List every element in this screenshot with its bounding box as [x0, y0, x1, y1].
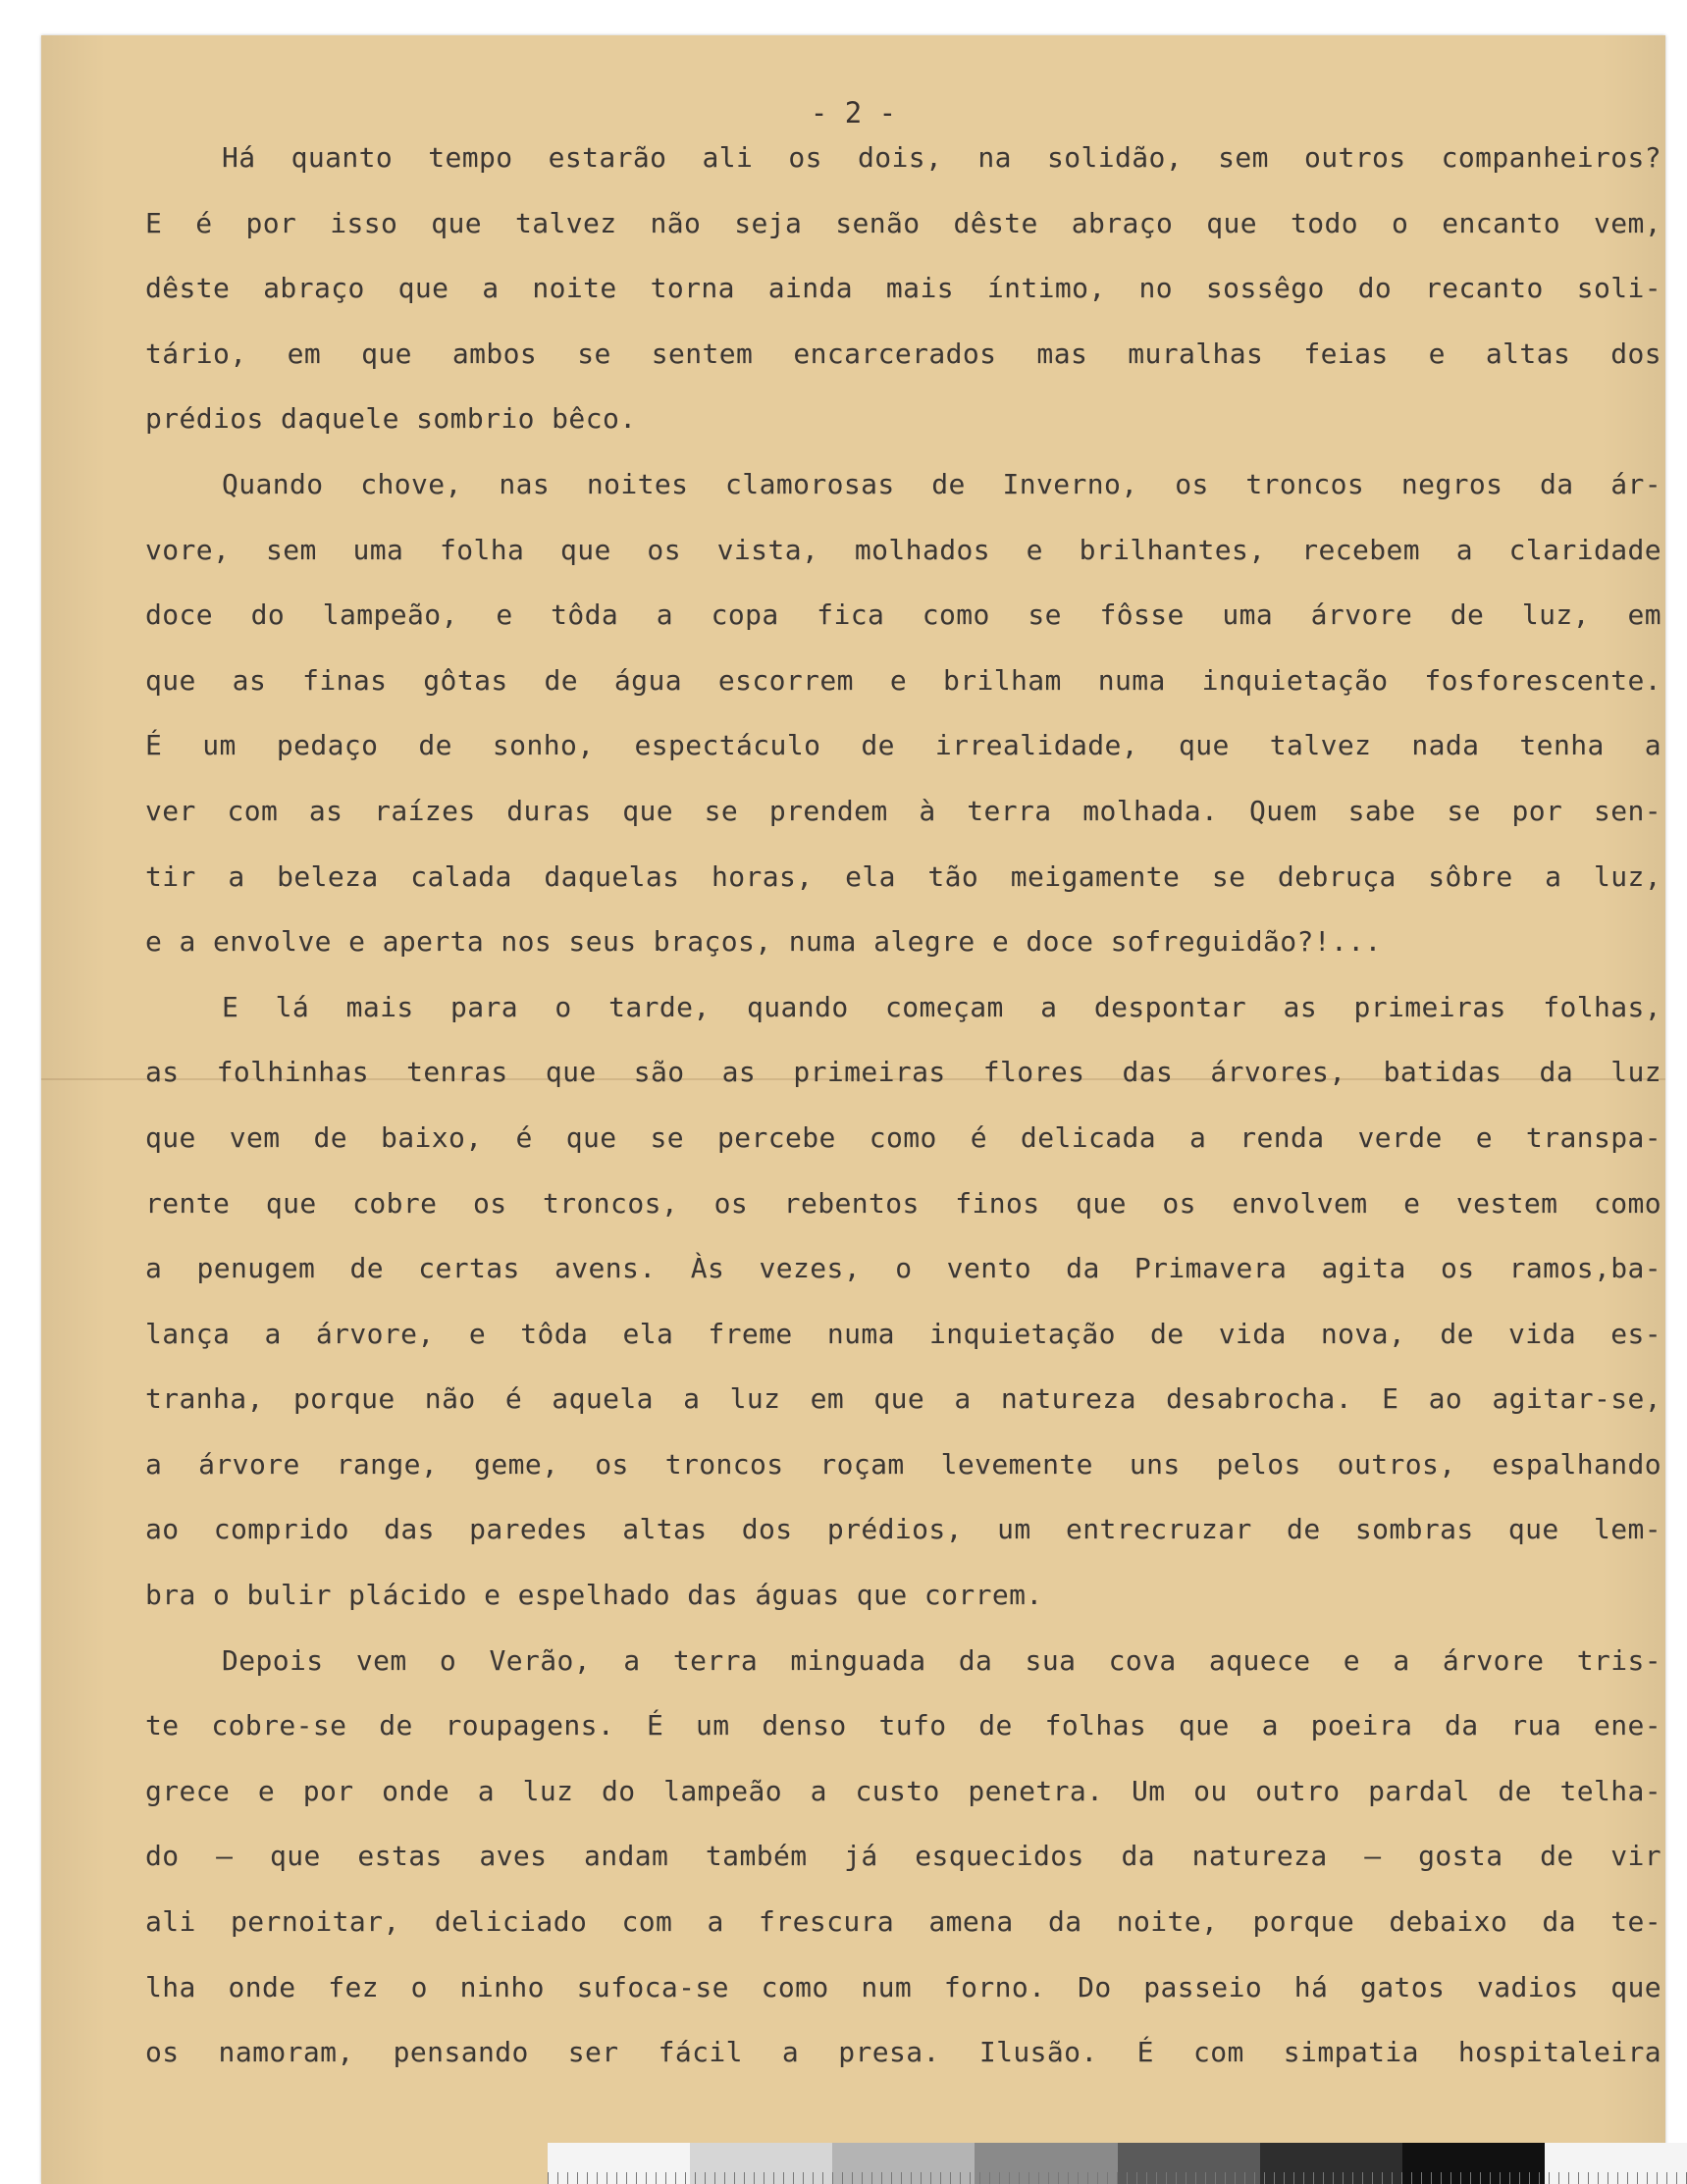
- text-line: rente que cobre os troncos, os rebentos finos que os envolvem e vestem como: [145, 1186, 1661, 1220]
- page-number: - 2 -: [810, 96, 897, 130]
- document-page: [41, 35, 1665, 2184]
- text-line: te cobre-se de roupagens. É um denso tufo de folhas que a poeira da rua ene-: [145, 1709, 1661, 1742]
- text-line: lha onde fez o ninho sufoca-se como num forno. Do passeio há gatos vadios que: [145, 1970, 1661, 2003]
- color-scale-bar: [548, 2143, 1687, 2184]
- text-line: ver com as raízes duras que se prendem à terra molhada. Quem sabe se por sen-: [145, 794, 1661, 827]
- text-line: prédios daquele sombrio bêco.: [145, 402, 637, 436]
- text-line: vore, sem uma folha que os vista, molhados e brilhantes, recebem a claridade: [145, 533, 1661, 566]
- text-line: E lá mais para o tarde, quando começam a despontar as primeiras folhas,: [222, 990, 1661, 1023]
- text-line: do — que estas aves andam também já esquecidos da natureza — gosta de vir: [145, 1840, 1661, 1873]
- text-line: e a envolve e aperta nos seus braços, numa alegre e doce sofreguidão?!...: [145, 925, 1382, 959]
- text-line: dêste abraço que a noite torna ainda mais íntimo, no sossêgo do recanto soli-: [145, 272, 1661, 305]
- text-line: bra o bulir plácido e espelhado das águas que correm.: [145, 1579, 1043, 1612]
- text-line: tranha, porque não é aquela a luz em que a natureza desabrocha. E ao agitar-se,: [145, 1382, 1661, 1416]
- text-line: tir a beleza calada daquelas horas, ela tão meigamente se debruça sôbre a luz,: [145, 859, 1661, 893]
- text-line: lança a árvore, e tôda ela freme numa inquietação de vida nova, de vida es-: [145, 1317, 1661, 1350]
- scale-ticks: [548, 2172, 1687, 2184]
- text-line: que vem de baixo, é que se percebe como é delicada a renda verde e transpa-: [145, 1120, 1661, 1154]
- text-line: tário, em que ambos se sentem encarcerados mas muralhas feias e altas dos: [145, 337, 1661, 370]
- text-line: doce do lampeão, e tôda a copa fica como se fôsse uma árvore de luz, em: [145, 598, 1661, 632]
- text-line: Há quanto tempo estarão ali os dois, na solidão, sem outros companheiros?: [222, 141, 1661, 174]
- body-text: [145, 126, 1661, 2086]
- text-line: grece e por onde a luz do lampeão a custo penetra. Um ou outro pardal de telha-: [145, 1774, 1661, 1807]
- text-line: que as finas gôtas de água escorrem e brilham numa inquietação fosforescente.: [145, 663, 1661, 697]
- text-line: E é por isso que talvez não seja senão dêste abraço que todo o encanto vem,: [145, 206, 1661, 239]
- text-line: Depois vem o Verão, a terra minguada da sua cova aquece e a árvore tris-: [222, 1643, 1661, 1677]
- text-line: ali pernoitar, deliciado com a frescura amena da noite, porque debaixo da te-: [145, 1905, 1661, 1939]
- text-line: as folhinhas tenras que são as primeiras flores das árvores, batidas da luz: [145, 1056, 1661, 1089]
- text-line: É um pedaço de sonho, espectáculo de irrealidade, que talvez nada tenha a: [145, 729, 1661, 762]
- text-line: ao comprido das paredes altas dos prédios, um entrecruzar de sombras que lem-: [145, 1513, 1661, 1546]
- text-line: os namoram, pensando ser fácil a presa. Ilusão. É com simpatia hospitaleira: [145, 2036, 1661, 2069]
- text-line: a árvore range, geme, os troncos roçam levemente uns pelos outros, espalhando: [145, 1447, 1661, 1481]
- text-line: Quando chove, nas noites clamorosas de Inverno, os troncos negros da ár-: [222, 467, 1661, 500]
- text-line: a penugem de certas avens. Às vezes, o vento da Primavera agita os ramos,ba-: [145, 1252, 1661, 1285]
